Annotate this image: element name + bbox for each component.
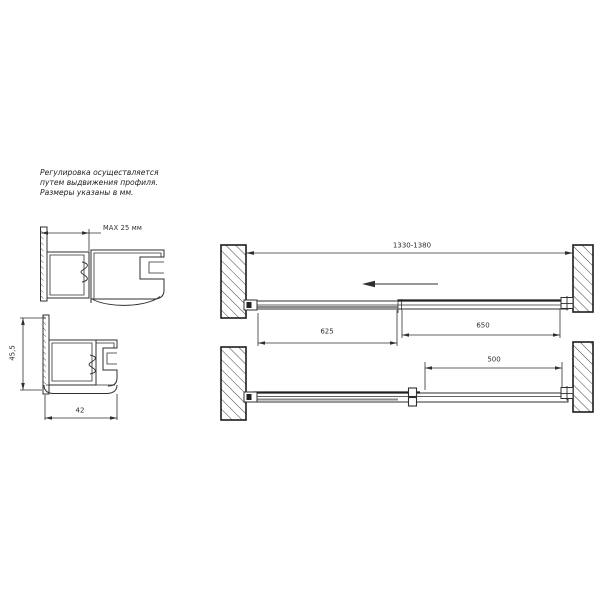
wall-bracket-right xyxy=(561,386,573,401)
wall-bracket-left xyxy=(244,392,257,402)
dim-label-left-panel: 625 xyxy=(320,327,334,336)
profile-cross-section-retracted xyxy=(20,315,117,420)
wall-right xyxy=(573,245,593,312)
dim-label-profile-width: 42 xyxy=(75,406,85,415)
slide-direction-arrow xyxy=(362,281,438,287)
dim-label-opening: 500 xyxy=(487,355,501,364)
dim-label-overall-width: 1330-1380 xyxy=(392,241,432,250)
wall-right xyxy=(573,342,593,412)
dim-label-max-extension: MAX 25 мм xyxy=(103,224,143,232)
wall-bracket-right xyxy=(561,296,573,311)
dim-label-profile-height: 45,5 xyxy=(8,345,17,361)
plan-view-closed xyxy=(221,241,593,346)
profile-cross-section-extended xyxy=(41,224,165,305)
wall-left xyxy=(221,245,246,318)
wall-left xyxy=(221,347,246,420)
wall-bracket-left xyxy=(244,300,257,310)
dim-opening xyxy=(425,362,562,390)
door-handle xyxy=(409,388,417,406)
dim-max-25 xyxy=(41,229,101,251)
dim-height-45-5 xyxy=(20,318,46,390)
note-line: путем выдвижения профиля. xyxy=(40,178,158,188)
note-line: Регулировка осуществляется xyxy=(40,168,159,177)
dim-overall-width xyxy=(246,251,573,255)
dim-label-right-panel: 650 xyxy=(476,321,490,330)
plan-view-open xyxy=(221,342,593,420)
adjustment-note xyxy=(40,168,159,198)
note-line: Размеры указаны в мм. xyxy=(40,188,134,198)
